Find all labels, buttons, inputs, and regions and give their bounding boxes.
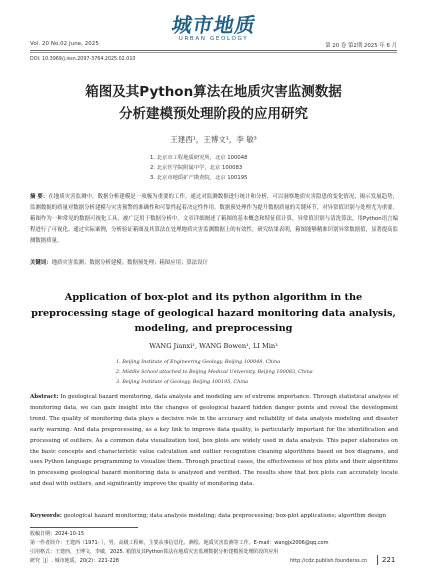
- volume-info-cn: 第 20 卷 第2期 2025 年 6 月: [325, 43, 397, 49]
- keywords-cn: [30, 258, 398, 266]
- affiliation-en-1: 1. Beijing Institute of Engineering Geology, Beijing 100048, China: [116, 359, 281, 365]
- affiliation-cn-3: 3. 北京市地质矿产勘查院，北京 100195: [150, 175, 248, 181]
- abstract-en: [30, 392, 398, 490]
- keywords-cn-label: 关键词：: [30, 260, 52, 266]
- journal-logo: [0, 14, 427, 42]
- abstract-cn-label: 摘 要：: [30, 194, 49, 200]
- title-cn-line-1: 箱图及其Python算法在地质灾害监测数据: [85, 84, 342, 100]
- footnote-citation: 引用格式：王建西，王博文，李敏，2025. 箱图及其Python算法在地质灾害监测数据分析建模预处理阶段的应用研究［J］. 城市地质，20(2)：221-228: [30, 549, 279, 564]
- keywords-en-label: Keywords:: [30, 513, 62, 519]
- keywords-cn-text: 地质灾害监测；数据分析建模；数据预处理；箱图应用；算法设计: [51, 260, 208, 266]
- page-number-divider: [377, 555, 378, 565]
- journal-url[interactable]: http://cdz.publish.founderss.cn: [290, 558, 368, 564]
- journal-logo-en: URBAN GEOLOGY: [178, 36, 249, 42]
- affiliation-en-3: 3. Beijing Institute of Geology, Beijing 100195, China: [116, 379, 249, 385]
- volume-info-en: Vol. 20 No.02 June, 2025: [30, 41, 99, 47]
- keywords-en-text: geological hazard monitoring; data analysis modeling; data preprocessing; box-plot applications; algorithm design: [61, 513, 387, 519]
- header-divider-thin: [30, 52, 397, 53]
- page-number: 221: [382, 556, 396, 564]
- authors-en: WANG Jianxi¹, WANG Bowen¹, LI Min³: [149, 342, 278, 350]
- title-en: Application of box-plot and its python algorithm in the preprocessing stage of geological hazard monitoring data analysis, modeling, and preprocessing: [31, 292, 396, 334]
- affiliation-en-2: 2. Middle School attached to Beijing Medical University, Beijing 100083, China: [116, 369, 313, 375]
- authors-cn: 王建西¹，王博文¹，李 敏³: [170, 135, 257, 144]
- abstract-cn-text: 在地质灾害监测中，数据分析建模是一项极为重要的工作，通过对监测数据进行统计和分析，可以洞察地质灾害隐患的变化情况、揭示发展趋势，监测数据的质量对数据分析建模与灾害预警的准确性和可靠性起着决定性作用。数据预处理作为提升数据质量的关键环节，对异常值识别与处理尤为重要。箱图作为一种常见的数据可视化工具，被广泛用于数据分析中。文章详细阐述了箱图的基本概念和特征值计算，异常值识别与清洗算法，用Python语言编程进行了可视化。通过实际案例，分析验证箱图及其算法在处理地质灾害监测数据上的有效性。研究结果表明，箱图能够精准识别异常数据值，显著提高监测数据质量。: [30, 194, 398, 244]
- journal-logo-cn: 城市地质: [169, 13, 258, 37]
- doi: DOI: 10.3969/j.issn.2097-3764.2025.02.010: [30, 57, 136, 62]
- title-cn-line-2: 分析建模预处理阶段的应用研究: [119, 106, 308, 122]
- abstract-en-text: In geological hazard monitoring, data analysis and modeling are of extreme importance. Through statistical analysis of monitoring data, we can gain insight into the changes of geological hazard hidden danger points and reveal the development trend. The quality of monitoring data plays a decisive role in the accuracy and reliability of data analysis modeling and disaster early warning. And data preprocessing, as a key link to improve data quality, is particularly important for the identification and processing of outliers. As a common data visualization tool, box plots are widely used in data analysis. This paper elaborates on the basic concepts and characteristic value calculation and outlier recognition cleaning algorithms based on box diagrams, and uses Python language programming to visualize them. Through practical cases, the effectiveness of box plots and their algorithms in processing geological hazard monitoring data is analyzed and verified. The results show that box plots can accurately locate and deal with outliers, and significantly improve the quality of monitoring data.: [30, 394, 398, 488]
- keywords-en: [30, 513, 398, 519]
- affiliation-cn-1: 1. 北京市工程地质研究所，北京 100048: [150, 155, 248, 161]
- abstract-cn: [30, 192, 398, 247]
- header-divider: [30, 50, 397, 51]
- footnote-author: 第一作者简介：王建西（1971- ），男，高级工程师，主要从事信息化、测绘、地质灾害监测等工作。E-mail：wangjx2006@qq.com: [30, 540, 329, 546]
- footnote-divider: [30, 527, 138, 528]
- footnote-received: 收稿日期：2024-10-15: [30, 531, 85, 537]
- abstract-en-label: Abstract:: [30, 394, 59, 400]
- affiliation-cn-2: 2. 北京医学院附属中学，北京 100083: [150, 165, 243, 171]
